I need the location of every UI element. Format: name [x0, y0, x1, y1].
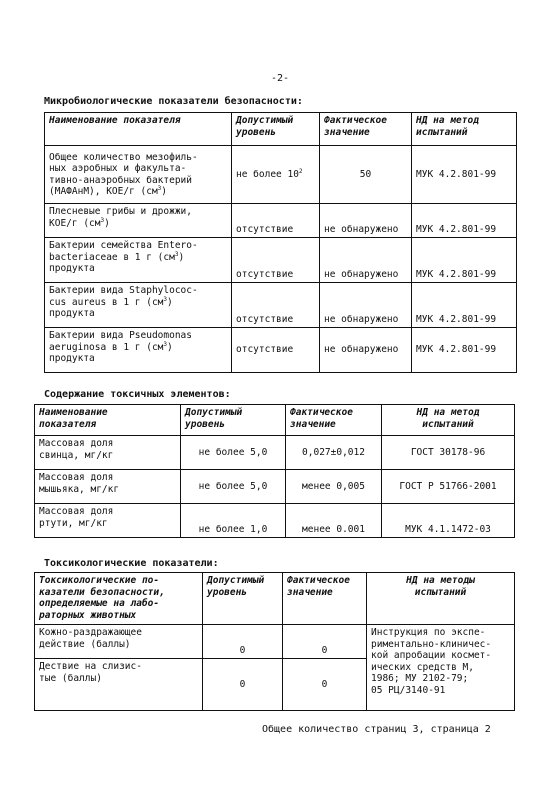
row-name: Кожно-раздражающее действие (баллы): [35, 625, 203, 659]
table-row: [45, 204, 517, 238]
row-value: менее 0,005: [286, 470, 382, 504]
table-row: [35, 470, 515, 504]
header-name: Токсикологические по- казатели безопасности, определяемые на лабо- раторных животных: [35, 573, 203, 625]
row-value: не обнаружено: [320, 283, 412, 328]
row-value: не обнаружено: [320, 238, 412, 283]
table-row: [35, 436, 515, 470]
row-method: ГОСТ Р 51766-2001: [382, 470, 515, 504]
row-value: не обнаружено: [320, 204, 412, 238]
row-method: МУК 4.2.801-99: [412, 283, 517, 328]
table-header-row: [35, 405, 515, 436]
row-name: Бактерии вида Pseudomonas aeruginosa в 1 г $(см^3)$ продукта: [45, 328, 232, 373]
row-level: отсутствие: [232, 283, 320, 328]
header-value: Фактическое значение: [283, 573, 367, 625]
row-level: не более 1,0: [181, 504, 286, 538]
table-row: [45, 283, 517, 328]
row-name: Дествие на слизис- тые (баллы): [35, 659, 203, 711]
header-value: Фактическое значение: [286, 405, 382, 436]
page-number: -2-: [270, 73, 290, 84]
row-value: не обнаружено: [320, 328, 412, 373]
row-method: МУК 4.1.1472-03: [382, 504, 515, 538]
microbiological-table: [44, 112, 517, 373]
row-level: не более $10^2$: [232, 146, 320, 204]
table-row: [45, 146, 517, 204]
row-value: 0,027±0,012: [286, 436, 382, 470]
table-row: [35, 504, 515, 538]
toxicological-table: [34, 572, 515, 711]
row-name: Массовая доля ртути, мг/кг: [35, 504, 181, 538]
row-name: Плесневые грибы и дрожжи, КОЕ/г $(см^3)$: [45, 204, 232, 238]
table-row: [45, 328, 517, 373]
row-method: МУК 4.2.801-99: [412, 204, 517, 238]
header-name: Наименование показателя: [45, 113, 232, 146]
table-row: [35, 625, 515, 659]
header-level: Допустимый уровень: [203, 573, 283, 625]
row-value: 50: [320, 146, 412, 204]
row-method: ГОСТ 30178-96: [382, 436, 515, 470]
header-name: Наименование показателя: [35, 405, 181, 436]
section-title-microbiological: Микробиологические показатели безопасности:: [44, 96, 303, 107]
table-row: [45, 238, 517, 283]
header-level: Допустимый уровень: [181, 405, 286, 436]
row-level: не более 5,0: [181, 470, 286, 504]
page-footer: Общее количество страниц 3, страница 2: [262, 724, 491, 735]
row-level: не более 5,0: [181, 436, 286, 470]
row-name: Бактерии вида Staphylococ- cus aureus в 1 г $(см^3)$ продукта: [45, 283, 232, 328]
row-level: отсутствие: [232, 204, 320, 238]
table-header-row: [45, 113, 517, 146]
row-level: 0: [203, 625, 283, 659]
header-method: НД на метод испытаний: [382, 405, 515, 436]
section-title-toxic-elements: Содержание токсичных элементов:: [44, 389, 231, 400]
header-level: Допустимый уровень: [232, 113, 320, 146]
row-name: Массовая доля свинца, мг/кг: [35, 436, 181, 470]
header-method: НД на методы испытаний: [367, 573, 515, 625]
section-title-toxicological: Токсикологические показатели:: [44, 558, 219, 569]
row-method: МУК 4.2.801-99: [412, 328, 517, 373]
toxic-elements-table: [34, 404, 515, 538]
row-method: МУК 4.2.801-99: [412, 146, 517, 204]
row-name: Бактерии семейства Entero- bacteriaceae в 1 г $(см^3)$ продукта: [45, 238, 232, 283]
row-value: 0: [283, 625, 367, 659]
table-header-row: [35, 573, 515, 625]
header-method: НД на метод испытаний: [412, 113, 517, 146]
row-level: отсутствие: [232, 238, 320, 283]
header-value: Фактическое значение: [320, 113, 412, 146]
row-name: Массовая доля мышьяка, мг/кг: [35, 470, 181, 504]
row-method: МУК 4.2.801-99: [412, 238, 517, 283]
row-level: 0: [203, 659, 283, 711]
row-value: менее 0.001: [286, 504, 382, 538]
row-name: Общее количество мезофиль- ных аэробных и факульта- тивно-анаэробных бактерий (МАФАнМ), КОЕ/г $(см^3)$: [45, 146, 232, 204]
row-level: отсутствие: [232, 328, 320, 373]
row-value: 0: [283, 659, 367, 711]
row-method: Инструкция по экспе- риментально-клиничес- кой апробации космет- ических средств М, 1986; МУ 2102-79; 05 РЦ/3140-91: [367, 625, 515, 711]
